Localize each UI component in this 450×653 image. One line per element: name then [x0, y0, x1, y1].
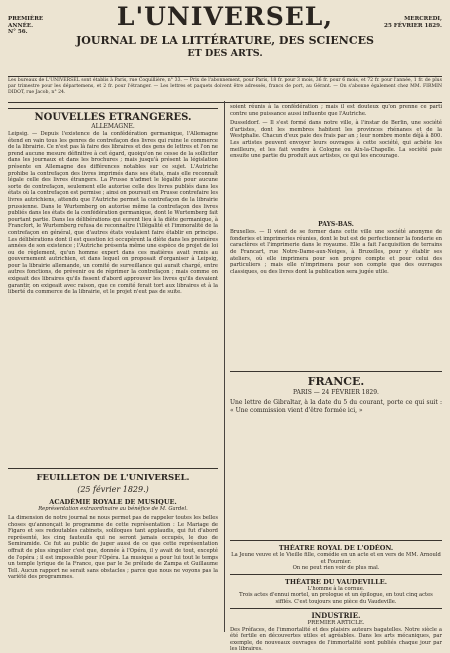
feuilleton-heading: ACADÉMIE ROYALE DE MUSIQUE.: [49, 498, 177, 506]
newspaper-subtitle: JOURNAL DE LA LITTÉRATURE, DES SCIENCES: [76, 34, 374, 47]
section-rule: [230, 574, 442, 575]
section-rule: [230, 608, 442, 609]
nouvelles-section: [8, 108, 218, 471]
continued-text: soient réunis à la confédération ; mais il est douteux qu'on prenne ce parti contre une puissance aussi influente que l'Autriche.: [230, 104, 442, 117]
france-text: Une lettre de Gibraltar, à la date du 5 du courant, porte ce qui suit : « Une commission vient d'être formée ici, »: [230, 399, 442, 414]
section-rule: [230, 540, 442, 541]
industrie-subheading: PREMIER ARTICLE.: [307, 619, 365, 626]
france-date: PARIS — 24 FÉVRIER 1829.: [293, 389, 379, 397]
feuilleton-section: [8, 468, 218, 633]
feuilleton-title: FEUILLETON DE L'UNIVERSEL.: [36, 473, 190, 483]
issue-date: MERCREDI, 25 FÉVRIER 1829.: [384, 16, 442, 29]
theatre-vaudeville-text: L'homme à la cornue. Trois actes d'ennui mortel, un prologue et un épilogue, en tout cinq actes sifflés. C'est toujours une pièce du Vaudeville.: [239, 585, 433, 605]
subscription-notice: Les bureaux de L'UNIVERSEL sont établis à Paris, rue Coquillière, n° 33. — Prix de l'abonnement, pour Paris, 18 fr. pour 3 mois, 36 fr. pour 6 mois, et 72 fr. pour l'année, 1 fr. de plus par trimestre pour les départemens, et 2 fr. pour l'étranger. — Les lettres et paquets doivent être adressés, francs de port, au Gérant. — On s'abonne également chez MM. FIRMIN DIDOT, rue Jacob, n° 24.: [8, 76, 442, 103]
issue-number: PREMIÈRE ANNÉE. N° 56.: [8, 16, 44, 36]
right-column-lower: [230, 538, 442, 653]
newspaper-subtitle-2: ET DES ARTS.: [187, 48, 263, 59]
theatre-odeon-text: La Jeune veuve et le Vieille fille, comédie en un acte et en vers de MM. Arnould et Fournier. On ne peut rien voir de plus mal.: [231, 552, 441, 572]
paysbas-heading: PAYS-BAS.: [318, 221, 354, 229]
column-divider: [224, 101, 225, 632]
dusseldorf-text: Dusseldorf. — Il s'est formé dans notre ville, à l'instar de Berlin, une société d'artistes, dont les membres habitent les provinces rhénanes et de la Westphalie. Chacun d'eux paie des frais par an ; leur nombre monte déjà à 800. Les artistes peuvent envoyer leurs ouvrages à cette société, qui achète les meilleurs, et les fait vendre à Cologne ou Aix-la-Chapelle. La société paie ensuite une partie du produit aux artistes, ce qui les encourage.: [230, 120, 442, 160]
industrie-text: Des Préfaces, de l'immortalité et des plaisirs auteurs bagatelles. Notre siècle a été fertile en découvertes utiles et agréables. Dans les arts mécaniques, par exemple, de nouveaux ouvrages de l'immortalité sont publiés chaque jour par les libraires.: [230, 626, 442, 653]
section-rule: [8, 108, 218, 109]
section-rule: [8, 468, 218, 469]
nouvelles-text: Leipsig. — Depuis l'existence de la confédération germanique, l'Allemagne étend en vain tous les genres de contrefaçon des livres qui ruine le commerce de la librairie. Ce n'est pas là faire des libraires et des gens de lettres et l'on ne prend aucune mesure définitive à cet égard, quoiqu'on ne cesse de la solliciter dans les journaux et dans les brochures ; mais jusqu'à présent la législation présente en Allemagne des différences notables sur ce sujet. L'Autriche prohibe la contrefaçon des livres imprimés dans ses états, mais elle reconnaît légale celle des livres étrangers. La Prusse n'admet le légalité pour aucune sorte de contrefaçon, seulement elle autorise celle des livres publiés dans les états où la contrefaçon est permise ; ainsi on poursuit en Prusse contrefaire les livres autrichiens, attendu que l'Autriche permet la contrefaçon de la librairie prussienne. Dans le Wurtemberg on autorise même la contrefaçon des livres publiés dans les états de la confédération germanique, dont le Wurtemberg fait pourtant partie. Dans les délibérations qui eurent lieu à la diète germanique, à Francfort, le Wurtemberg refusa de reconnaître l'illégalité et l'immoralité de la contrefaçon en général, que d'autres états voulaient faire établir en principe. Les délibérations dont il est question ici occupèrent la diète dans les premières années de son existence ; l'Autriche présenta même une espèce de projet de loi ou de règlement, qu'un homme expert dans ces matières avait remis au gouvernement autrichien, et dans lequel on proposait d'organiser à Leipsig, pour la librairie allemande, un comité de surveillance qui aurait chargé, entre autres fonctions, de prévenir ou de réprimer la contrefaçon ; mais comme on exigeait des libraires qu'ils fissent d'abord approuver les livres qu'ils devaient garantir, on exigeait avec raison, que ce comité ferait tort aux libraires et à la liberté du commerce de la librairie, et le projet n'eut pas de suite.: [8, 131, 218, 296]
masthead: [0, 0, 450, 74]
feuilleton-text: La dimension de notre journal ne nous permet pas de rappeler toutes les belles choses qu'annonçait le programme de cette représentation : Le Mariage de Figaro et ses redoutables cabinets, soliloques tant applaudis, qui fut d'abord représenté, les cinq fauteuils qui ne seront jamais occupés, le duo de Semiramide. Ce fut au public de juger aussi de ce que cette représentation offrait de plus singulier c'est que, donnée à l'Opéra, il y avait de tout, excepté de l'opéra ; il est impossible pour l'Opéra. La musique a pour lui tout le temps un temple lyrique de la France, que par le 3e prélude de Zampa et Guillaume Tell. Aucun rapport ne serait sans obstacles ; parce que nous ne voyons pas la variété des programmes.: [8, 515, 218, 581]
newspaper-title: L'UNIVERSEL,: [116, 2, 334, 31]
industrie-heading: INDUSTRIE.: [311, 610, 361, 620]
nouvelles-subheading: ALLEMAGNE.: [91, 123, 135, 130]
section-rule: [230, 371, 442, 372]
france-heading: FRANCE.: [307, 375, 365, 389]
theatre-odeon-heading: THÉATRE ROYAL DE L'ODÉON.: [278, 544, 394, 552]
feuilleton-explanation: Représentation extraordinaire au bénéfice de M. Gardel.: [38, 506, 188, 512]
nouvelles-heading: NOUVELLES ETRANGERES.: [34, 112, 192, 123]
paysbas-text: Bruxelles. — Il vient de se former dans cette ville une société anonyme de fonderies et imprimeries réunies, dont le but est de perfectionner la fonderie en caractères et l'imprimerie dans le royaume. Elle a fait l'acquisition de terrains de Francart, rue Notre-Dame-aux-Neiges, à Bruxelles, pour y établir ses ateliers, où elle imprimera pour son propre compte et pour celui des particuliers ; mais elle n'imprimera pour son compte que des ouvrages classiques, ou des livres dont la publication sera jugée utile.: [230, 229, 442, 275]
feuilleton-date: (25 février 1829.): [77, 485, 149, 494]
theatre-vaudeville-heading: THÉATRE DU VAUDEVILLE.: [285, 577, 387, 586]
right-column: [230, 104, 442, 414]
